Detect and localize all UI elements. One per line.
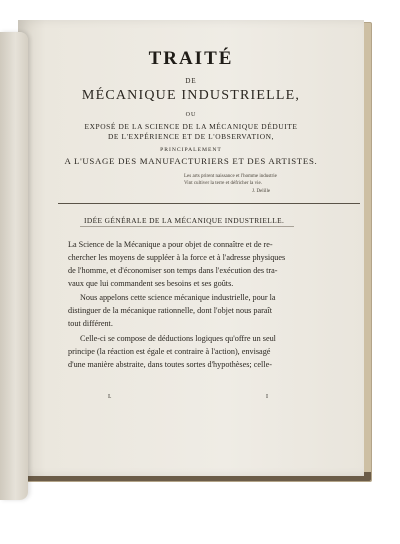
audience-line: A L'USAGE DES MANUFACTURIERS ET DES ARTISTES. — [64, 156, 318, 166]
subtitle-line-1: EXPOSÉ DE LA SCIENCE DE LA MÉCANIQUE DÉDUITE — [84, 122, 298, 131]
body-line-7: tout différent. — [68, 319, 113, 328]
principalement-label: PRINCIPALEMENT — [160, 147, 222, 153]
section-underline — [80, 226, 294, 227]
signature-mark: I. — [108, 394, 112, 400]
page-number: I — [266, 394, 268, 400]
body-line-8: Celle-ci se compose de déductions logiques qu'offre un seul — [80, 334, 276, 343]
body-line-5: Nous appelons cette science mécanique industrielle, pour la — [80, 293, 276, 302]
body-line-4: vaux que lui commandent ses besoins et ses goûts. — [68, 279, 234, 288]
epigraph-author: J. Delille — [252, 189, 271, 194]
title-connector-ou: OU — [185, 112, 197, 118]
epigraph-line-1: Les arts prirent naissance et l'homme industrie — [184, 174, 277, 179]
body-line-1: La Science de la Mécanique a pour objet de connaître et de re- — [68, 240, 273, 249]
body-line-2: chercher les moyens de suppléer à la force et à l'adresse physiques — [68, 253, 286, 262]
section-heading: IDÉE GÉNÉRALE DE LA MÉCANIQUE INDUSTRIELLE. — [84, 216, 285, 225]
title-divider — [58, 203, 360, 204]
title-subject: MÉCANIQUE INDUSTRIELLE, — [81, 88, 301, 103]
title-connector-de: DE — [185, 77, 197, 85]
body-line-9: principe (la réaction est égale et contraire à l'action), envisagé — [68, 347, 271, 356]
body-line-3: de l'homme, et d'économiser son temps dans l'exécution des tra- — [68, 266, 278, 275]
body-line-10: d'une manière abstraite, dans toutes sortes d'hypothèses; celle- — [68, 360, 272, 369]
body-line-6: distinguer de la mécanique rationnelle, dont l'objet nous paraît — [68, 306, 273, 315]
page-title: TRAITÉ — [148, 48, 234, 69]
epigraph-line-2: Vint cultiver la terre et défricher la vie. — [184, 181, 262, 186]
subtitle-line-2: DE L'EXPÉRIENCE ET DE L'OBSERVATION, — [107, 132, 275, 141]
